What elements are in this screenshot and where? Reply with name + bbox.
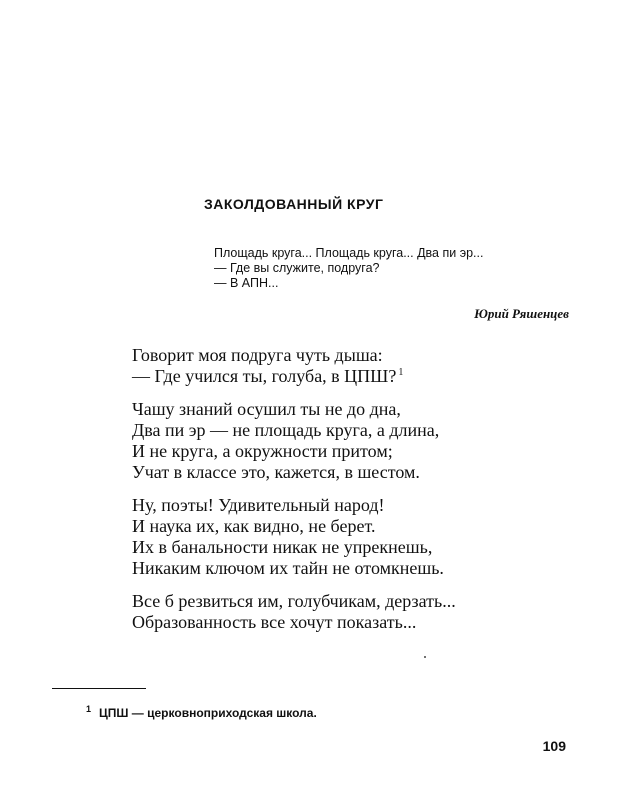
footnote (86, 706, 317, 720)
footnote-text: ЦПШ — церковноприходская школа. (99, 706, 317, 720)
poem-line: И наука их, как видно, не берет. (132, 516, 376, 536)
epigraph-line: Площадь круга... Площадь круга... Два пи эр... (214, 246, 484, 260)
poem-line: Говорит моя подруга чуть дыша: (132, 345, 383, 365)
poem-title: ЗАКОЛДОВАННЫЙ КРУГ (204, 196, 384, 212)
epigraph (214, 246, 483, 291)
poem-line: Учат в классе это, кажется, в шестом. (132, 462, 420, 482)
stanza (132, 399, 456, 483)
poem-line: Никаким ключом их тайн не отомкнешь. (132, 558, 444, 578)
epigraph-line: — В АПН... (214, 276, 279, 290)
print-speck (424, 656, 426, 658)
poem-line: Все б резвиться им, голубчикам, дерзать... (132, 591, 456, 611)
footnote-divider (52, 688, 146, 689)
poem-line: Чашу знаний осушил ты не до дна, (132, 399, 401, 419)
footnote-reference: 1 (398, 367, 404, 378)
poem-line: И не круга, а окружности притом; (132, 441, 393, 461)
footnote-number: 1 (86, 704, 92, 714)
stanza (132, 591, 456, 633)
stanza (132, 345, 456, 387)
epigraph-line: — Где вы служите, подруга? (214, 261, 380, 275)
poem-line: Их в банальности никак не упрекнешь, (132, 537, 433, 557)
poem-body (132, 345, 456, 645)
poem-line: Два пи эр — не площадь круга, а длина, (132, 420, 440, 440)
epigraph-author: Юрий Ряшенцев (474, 306, 569, 321)
poem-line-text: — Где учился ты, голуба, в ЦПШ? (132, 366, 397, 386)
poem-line: Ну, поэты! Удивительный народ! (132, 495, 385, 515)
page-number: 109 (542, 738, 566, 754)
poem-line: Образованность все хочут показать... (132, 612, 417, 632)
poem-line (132, 366, 456, 387)
stanza (132, 495, 456, 579)
